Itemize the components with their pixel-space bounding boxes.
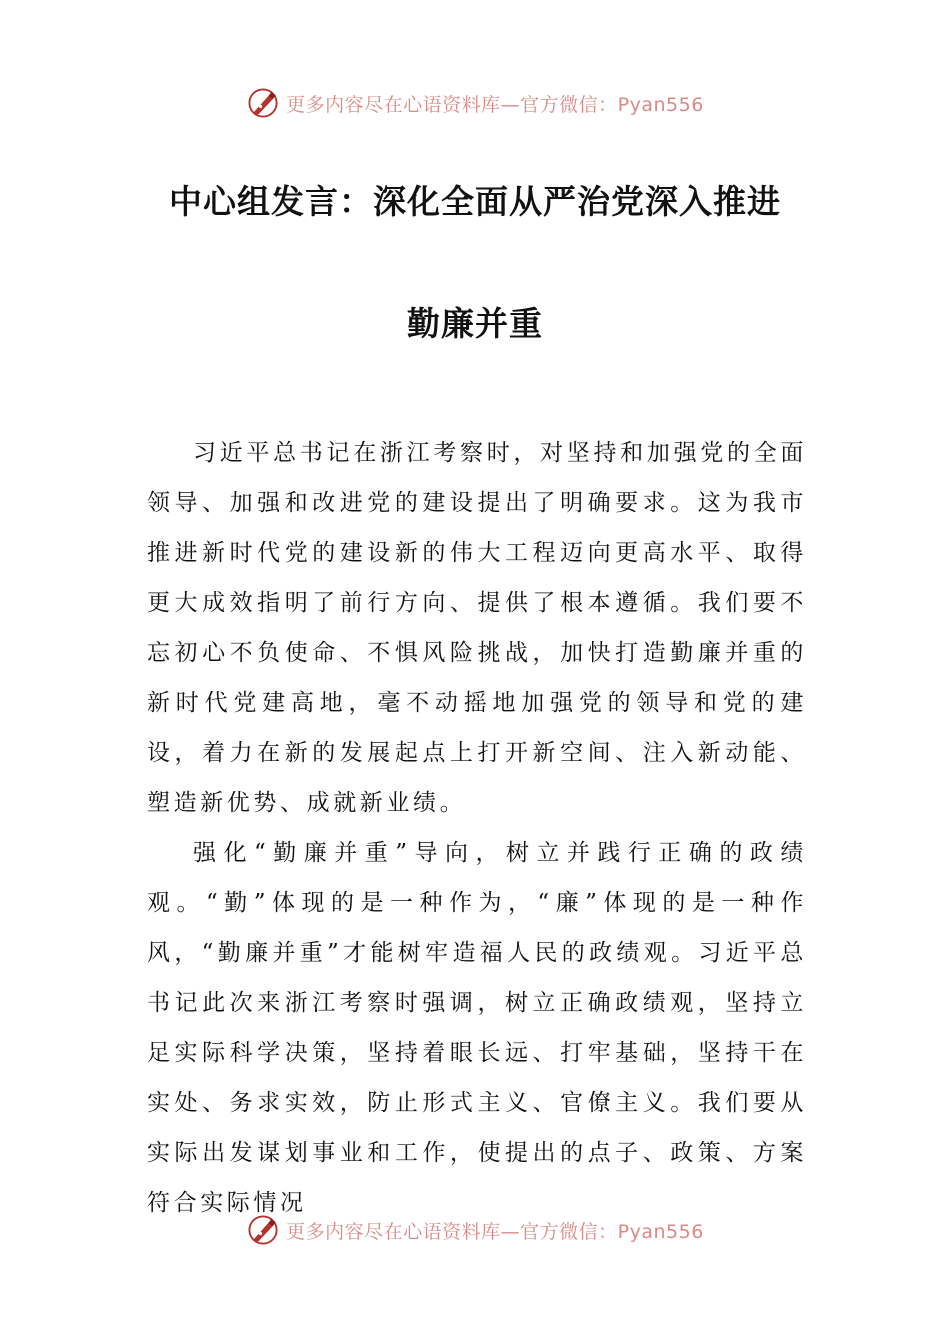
body-paragraph: 强化“勤廉并重”导向，树立并践行正确的政绩观。“勤”体现的是一种作为，“廉”体现的是一种作风，“勤廉并重”才能树牢造福人民的政绩观。习近平总书记此次来浙江考察时强调，树立正确政绩观，坚持立足实际科学决策，坚持着眼长远、打牢基础，坚持干在实处、务求实效，防止形式主义、官僚主义。我们要从实际出发谋划事业和工作，使提出的点子、政策、方案符合实际情况 <box>147 840 807 1216</box>
watermark-text: 更多内容尽在心语资料库—官方微信：Pyan556 <box>286 1220 704 1243</box>
pen-nib-logo-icon <box>246 1213 280 1247</box>
document-title-line-2: 勤廉并重 <box>407 304 543 343</box>
document-body <box>147 428 807 1228</box>
footer-watermark <box>0 1210 950 1250</box>
header-watermark <box>0 83 950 123</box>
document-title-line-1: 中心组发言：深化全面从严治党深入推进 <box>169 182 781 221</box>
body-paragraph: 习近平总书记在浙江考察时，对坚持和加强党的全面领导、加强和改进党的建设提出了明确要求。这为我市推进新时代党的建设新的伟大工程迈向更高水平、取得更大成效指明了前行方向、提供了根本遵循。我们要不忘初心不负使命、不惧风险挑战，加快打造勤廉并重的新时代党建高地，毫不动摇地加强党的领导和党的建设，着力在新的发展起点上打开新空间、注入新动能、塑造新优势、成就新业绩。 <box>147 440 807 816</box>
watermark-text: 更多内容尽在心语资料库—官方微信：Pyan556 <box>286 93 704 116</box>
pen-nib-logo-icon <box>246 86 280 120</box>
